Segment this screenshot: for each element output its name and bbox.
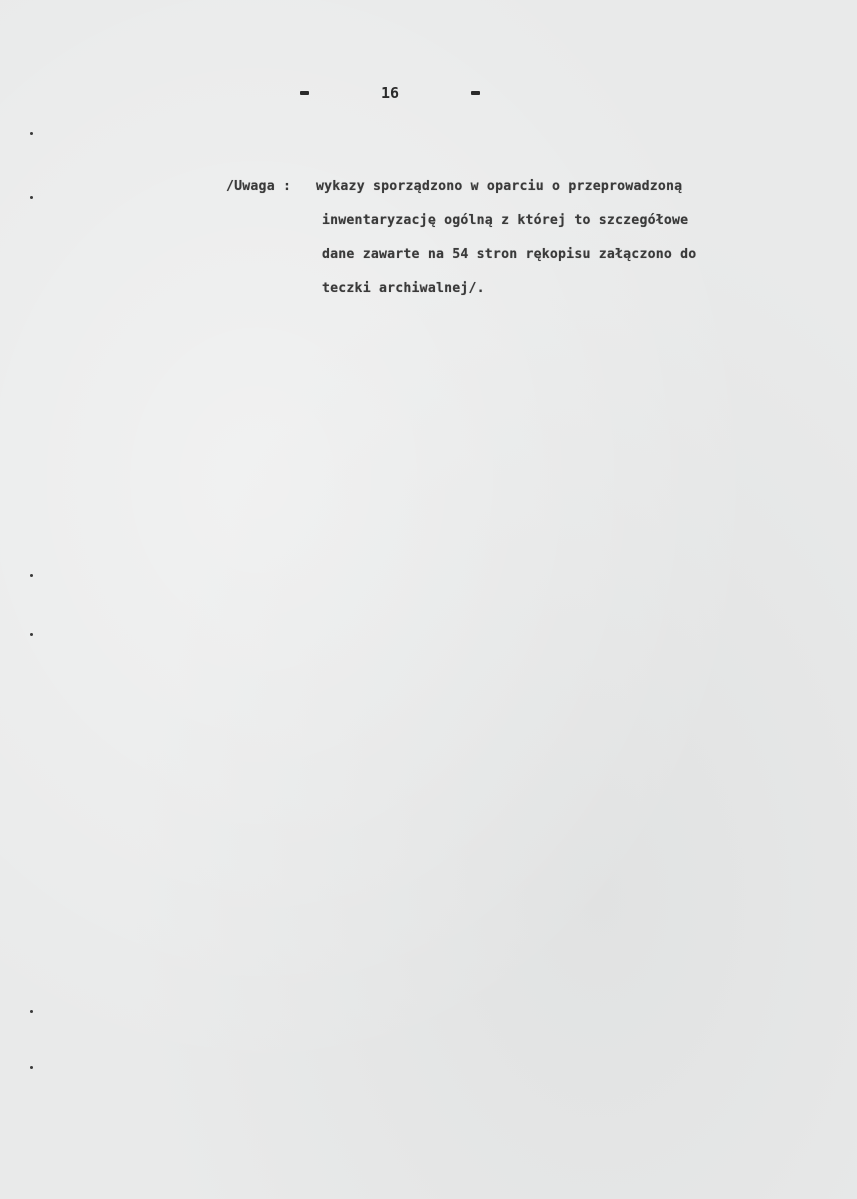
note-line [226,272,826,306]
page-number [300,84,480,102]
note-paragraph [226,170,826,306]
page-number-value: 16 [380,84,400,102]
page-number-suffix-dash [471,91,480,95]
note-label: /Uwaga : [226,179,292,194]
page-number-prefix-dash [300,91,309,95]
margin-mark [30,1010,33,1013]
note-line [226,170,826,204]
margin-mark [30,196,33,199]
note-line-text: dane zawarte na 54 stron rękopisu załączono do [322,247,697,262]
note-line [226,204,826,238]
note-line-text: teczki archiwalnej/. [322,281,485,296]
margin-mark [30,132,33,135]
margin-mark [30,1066,33,1069]
margin-mark [30,633,33,636]
note-line [226,238,826,272]
margin-mark [30,574,33,577]
note-line-text: wykazy sporządzono w oparciu o przeprowadzoną [316,179,683,194]
note-line-text: inwentaryzację ogólną z której to szczegółowe [322,213,689,228]
